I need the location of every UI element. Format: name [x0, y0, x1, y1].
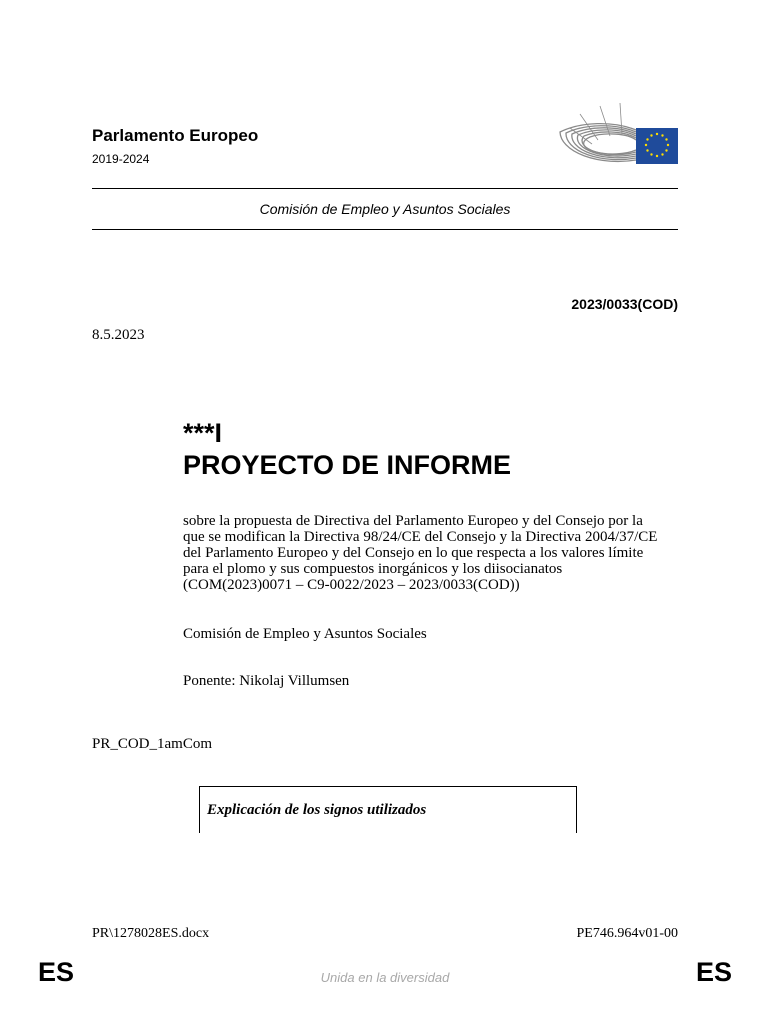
symbols-explanation-box: [199, 786, 577, 833]
language-code-right: ES: [695, 957, 732, 987]
european-parliament-logo-icon: [558, 100, 680, 166]
subject-line: sobre la propuesta de Directiva del Parlamento Europeo y del Consejo por la: [183, 513, 643, 529]
subject-line: para el plomo y sus compuestos inorgánicos y los diisocianatos: [183, 561, 563, 577]
subject-line: del Parlamento Europeo y del Consejo en lo que respecta a los valores límite: [183, 545, 644, 561]
procedure-symbol: ***I: [183, 418, 223, 448]
institution-name: Parlamento Europeo: [92, 126, 259, 145]
symbols-explanation-title: Explicación de los signos utilizados: [207, 802, 427, 818]
document-date: 8.5.2023: [92, 327, 145, 343]
header-divider-top: [92, 188, 678, 189]
committee-name: Comisión de Empleo y Asuntos Sociales: [183, 626, 427, 642]
language-code-left: ES: [38, 957, 75, 987]
legislative-term: 2019-2024: [92, 152, 150, 166]
rapporteur: Ponente: Nikolaj Villumsen: [183, 673, 350, 689]
procedure-reference: 2023/0033(COD): [571, 296, 678, 312]
report-subject: [183, 513, 673, 593]
committee-header: Comisión de Empleo y Asuntos Sociales: [259, 201, 511, 217]
eu-motto: Unida en la diversidad: [320, 970, 450, 985]
document-title: PROYECTO DE INFORME: [183, 450, 512, 480]
footer-pe-number: PE746.964v01-00: [576, 926, 678, 941]
subject-line: (COM(2023)0071 – C9-0022/2023 – 2023/0033(COD)): [183, 577, 520, 593]
footer-file-name: PR\1278028ES.docx: [92, 926, 210, 941]
header-divider-bottom: [92, 229, 678, 230]
document-type-code: PR_COD_1amCom: [92, 736, 213, 752]
subject-line: que se modifican la Directiva 98/24/CE del Consejo y la Directiva 2004/37/CE: [183, 529, 658, 545]
